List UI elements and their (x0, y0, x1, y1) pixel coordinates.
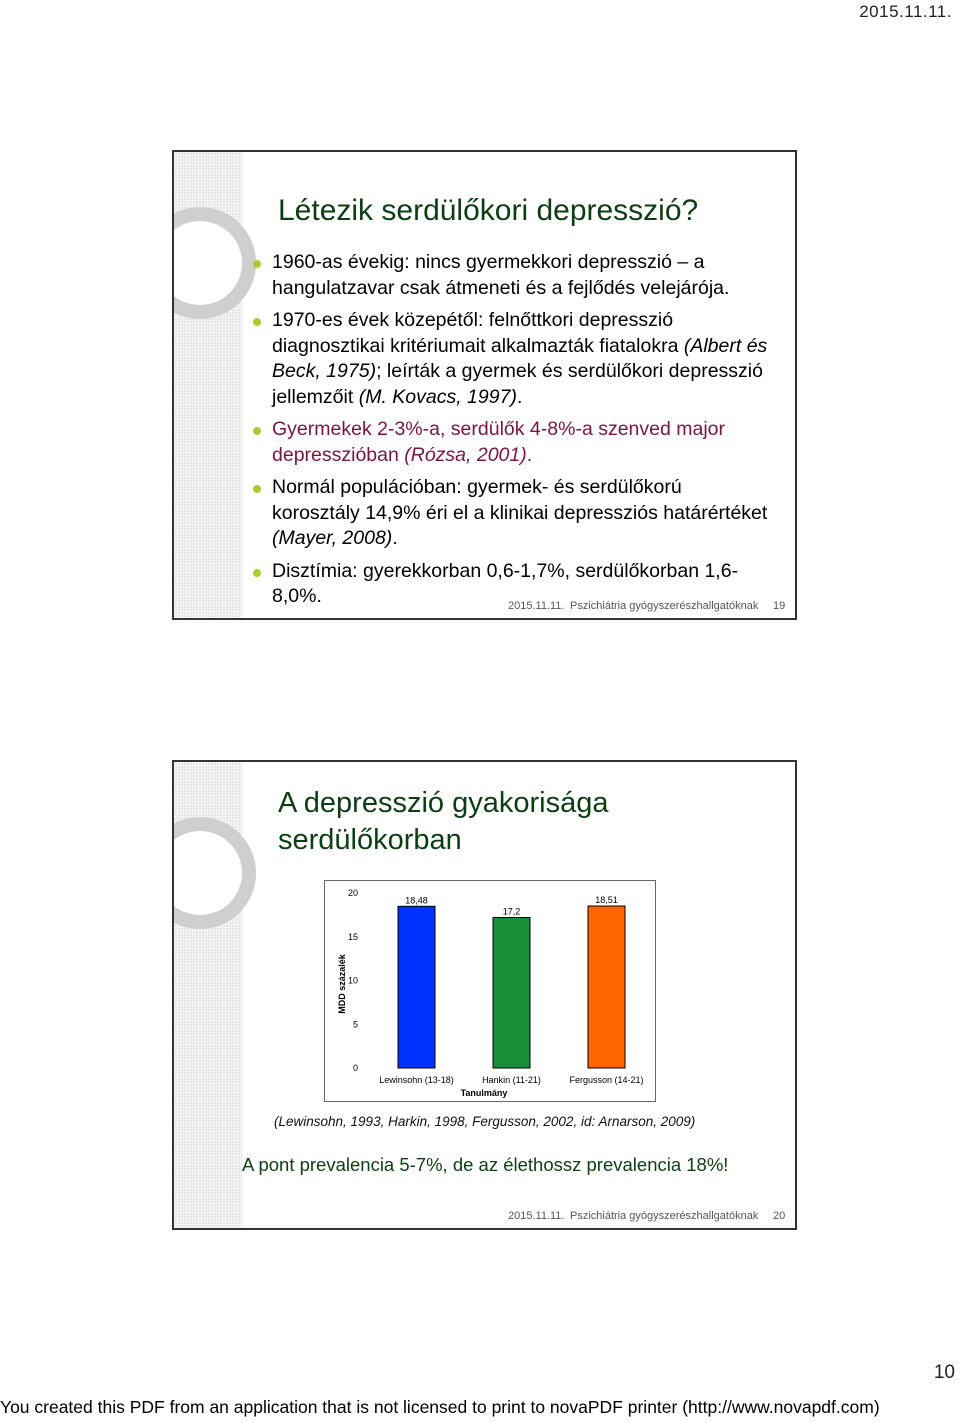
slide-20 (172, 760, 797, 1230)
bullet-item (248, 250, 768, 301)
slide-19 (172, 150, 797, 620)
y-tick-label: 5 (352, 1019, 358, 1030)
bullet-text: 1960-as évekig: nincs gyermekkori depresszió – a hangulatzavar csak átmeneti és a fejlődés velejárója. (272, 251, 730, 299)
bullet-list (248, 250, 768, 617)
slide-title-line-2: serdülőkorban (278, 824, 462, 856)
x-axis-label: Tanulmány (460, 1088, 508, 1098)
y-tick-label: 10 (347, 975, 358, 986)
x-category-label: Hankin (11-21) (482, 1075, 541, 1085)
bar (588, 906, 625, 1068)
bar-value-label: 18,51 (595, 895, 618, 906)
y-axis-label: MDD százalék (337, 954, 347, 1014)
novapdf-banner: You created this PDF from an application that is not licensed to print to novaPDF printer (http://www.novapdf.com) (0, 1397, 880, 1417)
bullet-text: Normál populációban: gyermek- és serdülőkorú korosztály 14,9% éri el a klinikai depressziós határértéket (272, 476, 768, 524)
x-category-label: Lewinsohn (13-18) (379, 1075, 454, 1085)
slide-footer-course: Pszichiátria gyógyszerészhallgatóknak (570, 1210, 759, 1222)
bullet-text: 1970-es évek közepétől: felnőttkori depresszió diagnosztikai kritériumait alkalmazták fiatalokra (272, 309, 684, 357)
page-number: 10 (933, 1362, 955, 1383)
slide-title: Létezik serdülőkori depresszió? (278, 194, 699, 227)
slide-title-line-1: A depresszió gyakorisága (278, 787, 609, 819)
prevalence-statement: A pont prevalencia 5-7%, de az élethossz prevalencia 18%! (242, 1154, 729, 1175)
slide-footer-date: 2015.11.11. (508, 1210, 565, 1222)
bar (493, 918, 530, 1069)
y-tick-label: 15 (347, 931, 358, 942)
slide-decor-ring (172, 207, 256, 319)
bullet-item (248, 475, 768, 552)
y-tick-label: 0 (352, 1063, 358, 1073)
citation-text: (Albert és Beck, 1975) (272, 334, 768, 382)
slide-number: 19 (773, 600, 786, 612)
bar-value-label: 17,2 (502, 906, 521, 917)
citation-text: (Mayer, 2008) (272, 527, 393, 549)
bar (398, 906, 435, 1068)
bullet-text: ; leírták a gyermek és serdülőkori depresszió jellemzőit (272, 360, 763, 408)
citation-text: (M. Kovacs, 1997) (358, 385, 517, 408)
bullet-text: . (392, 527, 398, 549)
bullet-text: . (516, 385, 523, 408)
slide-footer-course: Pszichiátria gyógyszerészhallgatóknak (570, 600, 759, 612)
bullet-item (248, 417, 768, 468)
bullet-text: Disztímia: gyerekkorban 0,6-1,7%, serdülőkorban 1,6-8,0%. (272, 559, 739, 607)
y-tick-label: 20 (347, 888, 358, 898)
slide-footer-date: 2015.11.11. (508, 600, 565, 612)
bullet-text: . (526, 443, 533, 466)
header-date: 2015.11.11. (859, 2, 952, 21)
bullet-text: Gyermekek 2-3%-a, serdülők 4-8%-a szenved major depresszióban (272, 418, 726, 466)
x-category-label: Fergusson (14-21) (569, 1075, 644, 1085)
slide-number: 20 (773, 1210, 786, 1222)
citation: (Lewinsohn, 1993, Harkin, 1998, Fergusson, 2002, id: Arnarson, 2009) (274, 1114, 696, 1129)
citation-text: (Rózsa, 2001) (404, 443, 527, 466)
bullet-item (248, 308, 768, 410)
bar-value-label: 18,48 (405, 895, 428, 906)
